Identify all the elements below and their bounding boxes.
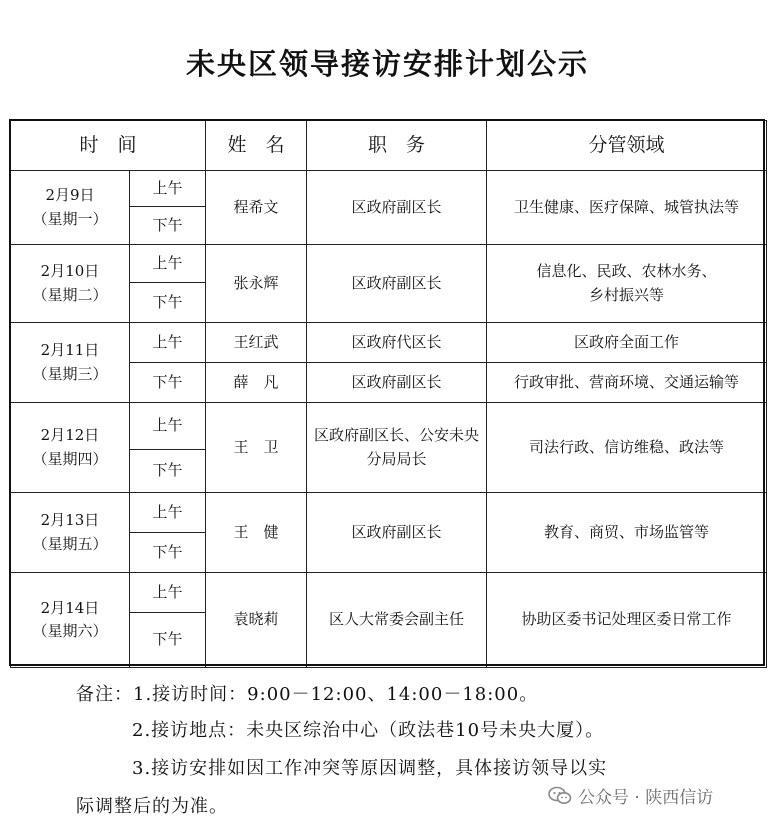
page-title: 未央区领导接访安排计划公示: [185, 47, 589, 81]
am-cell: 上午: [130, 403, 206, 450]
table-header-row: [11, 121, 767, 171]
note-2: 2.接访地点：未央区综治中心（政法巷10号未央大厦）。: [132, 720, 605, 741]
date-cell: 2月9日 （星期一）: [11, 171, 130, 245]
leader-name: 王红武: [206, 323, 307, 363]
watermark: [548, 783, 713, 808]
pm-cell: 下午: [130, 207, 206, 245]
am-cell: 上午: [130, 573, 206, 613]
pm-cell: 下午: [130, 363, 206, 403]
leader-domain: 卫生健康、医疗保障、城管执法等: [487, 171, 767, 245]
leader-domain: 教育、商贸、市场监管等: [487, 493, 767, 573]
header-time: 时 间: [11, 121, 206, 171]
leader-domain: 协助区委书记处理区委日常工作: [487, 573, 767, 668]
am-cell: 上午: [130, 245, 206, 283]
schedule-table: [10, 120, 767, 668]
leader-position: 区政府副区长: [307, 363, 487, 403]
leader-name: 王 健: [206, 493, 307, 573]
leader-name: 程希文: [206, 171, 307, 245]
leader-domain: 司法行政、信访维稳、政法等: [487, 403, 767, 493]
table-row: [11, 171, 767, 207]
table-row: [11, 323, 767, 363]
header-name: 姓 名: [206, 121, 307, 171]
leader-domain: 区政府全面工作: [487, 323, 767, 363]
pm-cell: 下午: [130, 450, 206, 493]
leader-name: 张永辉: [206, 245, 307, 323]
header-position: 职 务: [307, 121, 487, 171]
table-row: [11, 573, 767, 613]
pm-cell: 下午: [130, 613, 206, 668]
leader-domain: 信息化、民政、农林水务、 乡村振兴等: [487, 245, 767, 323]
header-domain: 分管领域: [487, 121, 767, 171]
leader-position: 区政府副区长: [307, 493, 487, 573]
leader-name: 袁晓莉: [206, 573, 307, 668]
leader-name: 王 卫: [206, 403, 307, 493]
date-cell: 2月13日 （星期五）: [11, 493, 130, 573]
date-cell: 2月14日 （星期六）: [11, 573, 130, 668]
am-cell: 上午: [130, 493, 206, 533]
table-row: [11, 493, 767, 533]
am-cell: 上午: [130, 171, 206, 207]
table-row: [11, 403, 767, 450]
leader-position: 区政府代区长: [307, 323, 487, 363]
note-3: 3.接访安排如因工作冲突等原因调整，具体接访领导以实: [132, 758, 608, 779]
am-cell: 上午: [130, 323, 206, 363]
wechat-icon: [548, 786, 572, 806]
leader-position: 区人大常委会副主任: [307, 573, 487, 668]
date-cell: 2月10日 （星期二）: [11, 245, 130, 323]
leader-position: 区政府副区长: [307, 171, 487, 245]
note-1: 备注：1.接访时间：9:00－12:00、14:00－18:00。: [76, 684, 539, 705]
watermark-text: 公众号 · 陕西信访: [578, 788, 714, 808]
pm-cell: 下午: [130, 533, 206, 573]
leader-position: 区政府副区长: [307, 245, 487, 323]
leader-name: 薛 凡: [206, 363, 307, 403]
date-cell: 2月12日 （星期四）: [11, 403, 130, 493]
leader-domain: 行政审批、营商环境、交通运输等: [487, 363, 767, 403]
note-3-cont: 际调整后的为准。: [76, 796, 228, 817]
leader-position: 区政府副区长、公安未央 分局局长: [307, 403, 487, 493]
date-cell: 2月11日 （星期三）: [11, 323, 130, 403]
pm-cell: 下午: [130, 283, 206, 323]
table-row: [11, 245, 767, 283]
